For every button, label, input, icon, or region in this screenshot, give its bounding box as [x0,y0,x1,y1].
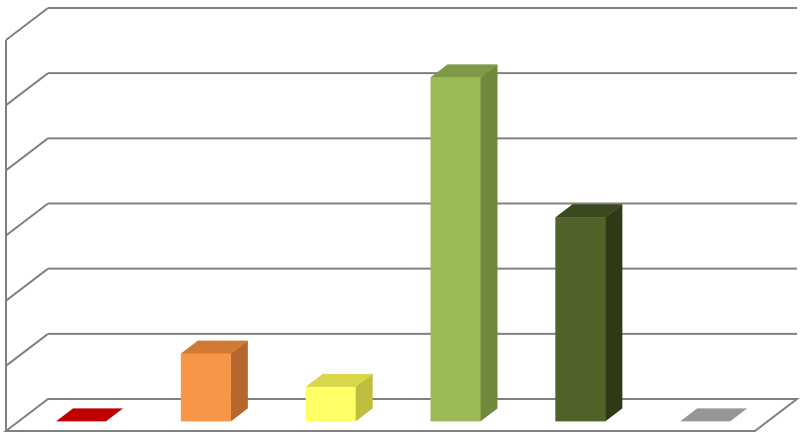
grid-layer [6,8,797,431]
chart-floor [6,399,797,431]
bar-top [56,408,123,421]
bar-side [231,341,248,422]
bar [56,408,123,421]
bar [555,204,622,421]
bar-side [605,204,622,421]
side-wall-gridline [6,269,48,301]
bar-front [555,217,605,421]
bar-front [181,354,231,422]
bar-front [306,387,356,422]
bar [680,408,747,421]
bar-top [680,408,747,421]
bar-side [481,64,498,421]
side-wall-gridline [6,73,48,105]
side-wall-gridline [6,8,48,40]
side-wall-gridline [6,138,48,170]
bar [306,374,373,422]
bar [181,341,248,422]
bar-front [431,77,481,421]
bar [431,64,498,421]
side-wall-gridline [6,204,48,236]
side-wall-gridline [6,334,48,366]
bars-layer [56,64,747,421]
